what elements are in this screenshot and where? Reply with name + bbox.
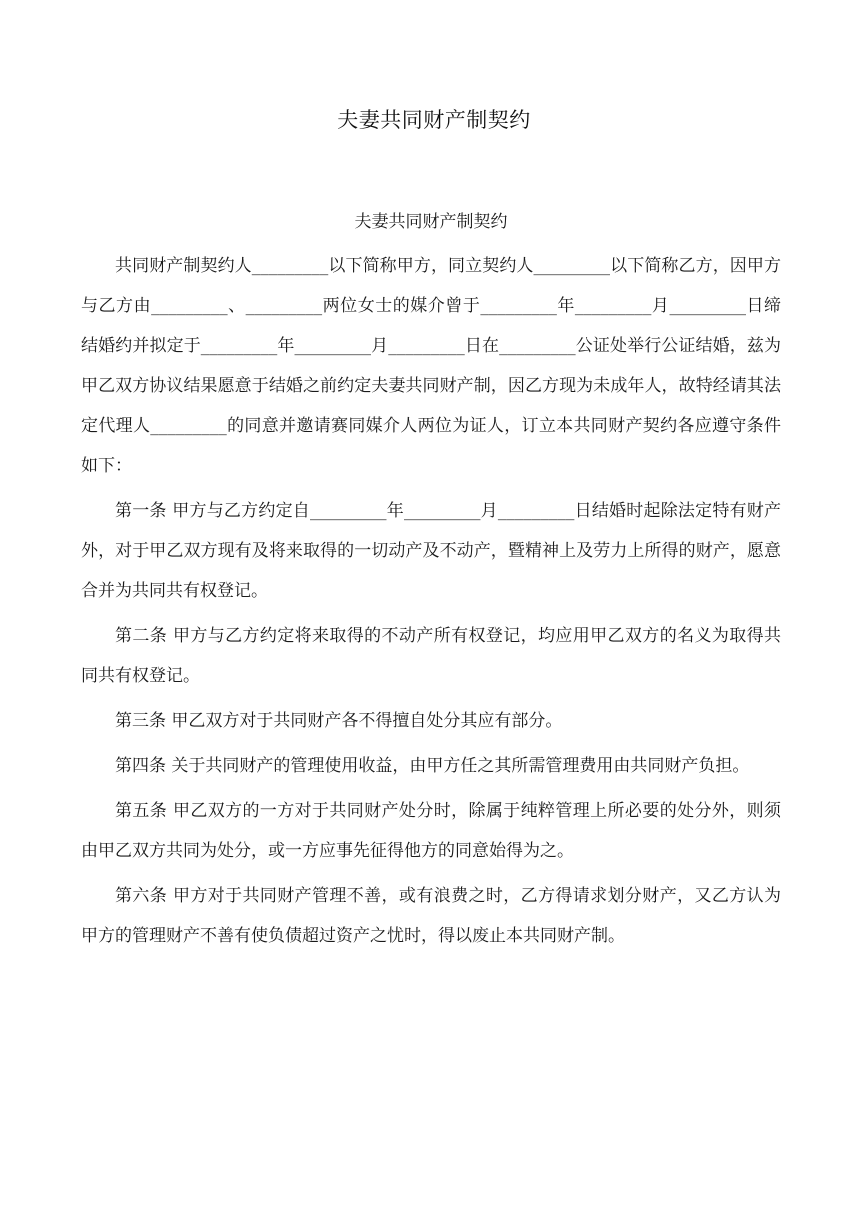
- preamble-paragraph: 共同财产制契约人_________以下简称甲方，同立契约人_________以下简称乙方，因甲方与乙方由_________、_________两位女士的媒介曾于_________年_________月_________日缔结婚约并拟定于_________年_________月_________日在_________公证处举行公证结婚，兹为甲乙双方协议结果愿意于结婚之前约定夫妻共同财产制，因乙方现为未成年人，故特经请其法定代理人_________的同意并邀请赛同媒介人两位为证人，订立本共同财产契约各应遵守条件如下：: [81, 256, 781, 476]
- article-3-paragraph: 第三条 甲乙双方对于共同财产各不得擅自处分其应有部分。: [115, 711, 563, 731]
- article-1-paragraph: 第一条 甲方与乙方约定自_________年_________月_________日结婚时起除法定特有财产外，对于甲乙双方现有及将来取得的一切动产及不动产，暨精神上及劳力上所得的财产，愿意合并为共同共有权登记。: [81, 501, 781, 601]
- contract-subtitle: 夫妻共同财产制契约: [354, 212, 508, 232]
- article-2-paragraph: 第二条 甲方与乙方约定将来取得的不动产所有权登记，均应用甲乙双方的名义为取得共同共有权登记。: [81, 626, 781, 686]
- document-body: [81, 202, 781, 961]
- article-5-paragraph: 第五条 甲乙双方的一方对于共同财产处分时，除属于纯粹管理上所必要的处分外，则须由甲乙双方共同为处分，或一方应事先征得他方的同意始得为之。: [81, 801, 781, 861]
- article-4-paragraph: 第四条 关于共同财产的管理使用收益，由甲方任之其所需管理费用由共同财产负担。: [115, 756, 750, 776]
- document-title: 夫妻共同财产制契约: [337, 108, 531, 132]
- article-6-paragraph: 第六条 甲方对于共同财产管理不善，或有浪费之时，乙方得请求划分财产，又乙方认为甲方的管理财产不善有使负债超过资产之忧时，得以废止本共同财产制。: [81, 886, 781, 946]
